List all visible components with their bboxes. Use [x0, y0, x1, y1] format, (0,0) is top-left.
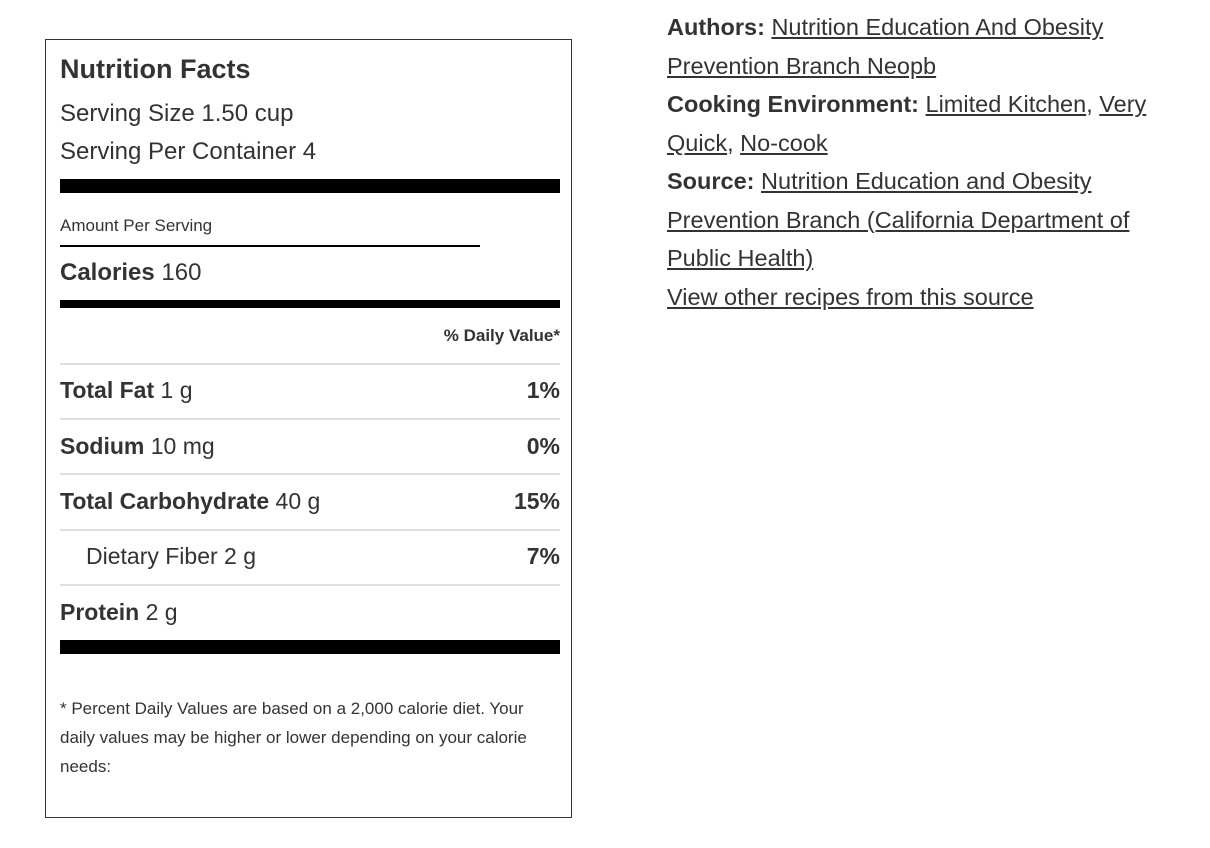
daily-value-header: % Daily Value* — [443, 326, 560, 345]
nutrient-row-sodium — [60, 433, 560, 463]
authors-line — [667, 8, 1187, 85]
nutrient-percent: 0% — [526, 433, 560, 459]
recipe-meta — [667, 8, 1187, 316]
cooking-environment-label: Cooking Environment: — [667, 91, 919, 117]
authors-link[interactable]: Nutrition Education And Obesity Prevention Branch Neopb — [667, 14, 1104, 79]
source-line — [667, 162, 1187, 278]
daily-value-footnote: * Percent Daily Values are based on a 2,000 calorie diet. Your daily values may be higher or lower depending on your calorie needs: — [60, 699, 527, 776]
source-link[interactable]: Nutrition Education and Obesity Prevention Branch (California Department of Public Health) — [667, 168, 1130, 271]
amount-per-serving-label: Amount Per Serving — [60, 216, 213, 235]
source-label: Source: — [667, 168, 755, 194]
nutrient-name: Sodium — [60, 433, 145, 459]
divider-thin — [60, 245, 480, 247]
authors-label: Authors: — [667, 14, 765, 40]
nutrient-name: Dietary Fiber 2 g — [86, 543, 257, 569]
cooking-link-no-cook[interactable]: No-cook — [740, 129, 828, 156]
cooking-link-very-quick[interactable]: Very Quick — [667, 91, 1147, 156]
nutrient-percent: 7% — [526, 543, 560, 569]
nutrient-label — [60, 599, 178, 626]
divider-medium — [60, 300, 560, 308]
nutrition-facts-title: Nutrition Facts — [60, 54, 251, 84]
divider-thick — [60, 179, 560, 193]
cooking-environment-line — [667, 85, 1187, 162]
row-divider — [60, 418, 560, 420]
nutrient-percent: 15% — [513, 488, 560, 514]
servings-per-container: Serving Per Container 4 — [60, 138, 317, 165]
nutrient-name: Protein — [60, 599, 140, 625]
row-divider — [60, 529, 560, 531]
nutrient-name: Total Carbohydrate — [60, 488, 270, 514]
nutrient-label — [60, 433, 215, 460]
nutrient-amount: 2 g — [145, 599, 178, 625]
nutrient-row-protein — [60, 599, 560, 629]
nutrient-percent: 1% — [526, 377, 560, 403]
row-divider — [60, 473, 560, 475]
calories-label: Calories — [60, 259, 155, 286]
other-recipes-line — [667, 278, 1187, 317]
nutrition-facts-panel — [45, 39, 572, 818]
nutrient-amount: 1 g — [160, 377, 193, 403]
calories-line — [60, 259, 201, 287]
view-other-recipes-link[interactable]: View other recipes from this source — [667, 283, 1034, 310]
nutrient-label — [60, 488, 320, 515]
serving-size: Serving Size 1.50 cup — [60, 100, 294, 127]
separator: , — [727, 129, 734, 156]
nutrient-row-total-fat — [60, 377, 560, 407]
nutrient-row-dietary-fiber — [60, 543, 560, 573]
nutrient-row-total-carbohydrate — [60, 488, 560, 518]
nutrient-amount: 40 g — [275, 488, 321, 514]
nutrient-label — [60, 377, 193, 404]
nutrient-amount: 10 mg — [150, 433, 215, 459]
row-divider — [60, 363, 560, 365]
calories-value: 160 — [161, 259, 202, 286]
divider-thick — [60, 640, 560, 654]
nutrient-name: Total Fat — [60, 377, 155, 403]
separator: , — [1086, 91, 1093, 117]
row-divider — [60, 584, 560, 586]
cooking-link-limited-kitchen[interactable]: Limited Kitchen — [925, 91, 1087, 117]
